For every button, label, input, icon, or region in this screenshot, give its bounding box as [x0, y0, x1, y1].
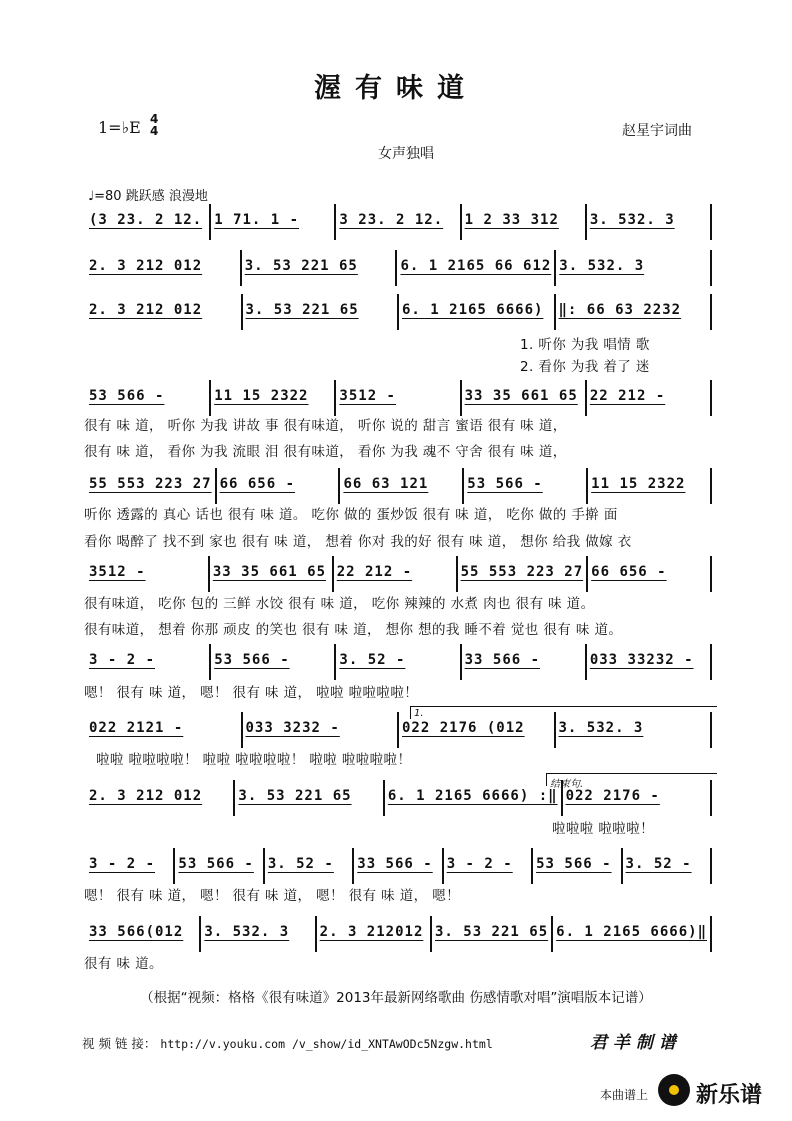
volta-first-ending: 1.: [410, 706, 717, 719]
measure: 2. 3 212 012: [89, 302, 203, 318]
lyric-line: 嗯！ 很有 味 道， 嗯！ 很有 味 道， 嗯！ 很有 味 道， 嗯！: [84, 888, 460, 904]
notes-line: [86, 856, 712, 878]
brand-logo-icon: [658, 1074, 690, 1106]
measure: (3 23. 2 12.: [89, 212, 203, 228]
notes-line: [86, 476, 712, 498]
score-row: [86, 258, 712, 292]
measure: 022 2176 (012: [402, 720, 525, 736]
measure: 53 566 -: [178, 856, 254, 872]
measure: 3. 52 -: [339, 652, 406, 668]
measure: 1 2 33 312: [464, 212, 559, 228]
brand-name: 新乐谱: [696, 1083, 763, 1108]
measure: 3. 53 221 65: [244, 258, 358, 274]
measure: 55 553 223 27: [460, 564, 584, 580]
measure: 33 35 661 65: [464, 388, 578, 404]
measure: 1 71. 1 -: [214, 212, 300, 228]
lyric-line: 听你 透露的 真心 话也 很有 味 道。 吃你 做的 蛋炒饭 很有 味 道， 吃你 做的 手擀 面: [84, 507, 618, 523]
barline: [710, 848, 712, 884]
lyric-line: 2. 看你 为我 着了 迷: [520, 359, 650, 375]
measure: 2. 3 212012: [319, 924, 424, 940]
lyric-line: 很有 味 道， 看你 为我 流眼 泪 很有味道， 看你 为我 魂不 守舍 很有 味 道，: [84, 444, 567, 460]
measure: 3. 52 -: [625, 856, 692, 872]
video-link: [82, 1034, 493, 1052]
lyric-line: 1. 听你 为我 唱情 歌: [520, 337, 650, 353]
notes-line: [86, 212, 712, 234]
measure: 033 33232 -: [589, 652, 694, 668]
measure: 22 212 -: [336, 564, 413, 580]
notes-line: [86, 564, 712, 586]
measure: 3 - 2 -: [89, 856, 156, 872]
measure: 33 566 -: [357, 856, 433, 872]
score-row: [86, 302, 712, 336]
notes-line: [86, 720, 712, 742]
measure: 3. 532. 3: [589, 212, 675, 228]
measure: 11 15 2322: [214, 388, 309, 404]
measure: 53 566 -: [214, 652, 290, 668]
measure: 3512 -: [339, 388, 396, 404]
notes-line: [86, 788, 712, 810]
lyric-line: 嗯！ 很有 味 道， 嗯！ 很有 味 道， 啦啦 啦啦啦啦！: [84, 685, 419, 701]
lyric-line: 看你 喝醉了 找不到 家也 很有 味 道， 想着 你对 我的好 很有 味 道， 想你 给我 做嫁 衣: [84, 534, 632, 550]
composer-credit: 赵星宇词曲: [622, 123, 692, 139]
measure: 022 2176 -: [565, 788, 660, 804]
lyric-line: 很有味道， 想着 你那 顽皮 的笑也 很有 味 道， 想你 想的我 睡不着 觉也 很有 味 道。: [84, 622, 623, 638]
barline: [710, 916, 712, 952]
barline: [710, 294, 712, 330]
tempo-marking: ♩=80 跳跃感 浪漫地: [88, 189, 208, 204]
notes-line: [86, 652, 712, 674]
source-note: （根据“视频：格格《很有味道》2013年最新网络歌曲 伤感情歌对唱”演唱版本记谱）: [140, 990, 652, 1006]
volta-ending-phrase: 结束句.: [546, 773, 717, 786]
barline: [710, 468, 712, 504]
measure: 66 656 -: [219, 476, 296, 492]
video-label: 视 频 链 接：: [82, 1036, 157, 1051]
notes-line: [86, 258, 712, 280]
measure: 66 63 121: [343, 476, 429, 492]
brand-prefix: 本曲谱上: [600, 1088, 649, 1102]
measure: 3. 53 221 65: [238, 788, 352, 804]
measure: 2. 3 212 012: [89, 788, 203, 804]
lyric-line: 很有味道， 吃你 包的 三鲜 水饺 很有 味 道， 吃你 辣辣的 水煮 肉也 很有 味 道。: [84, 596, 595, 612]
measure: 022 2121 -: [89, 720, 184, 736]
lyric-line: 很有 味 道， 听你 为我 讲故 事 很有味道， 听你 说的 甜言 蜜语 很有 味 道，: [84, 418, 567, 434]
measure: 3 - 2 -: [446, 856, 513, 872]
lyric-line: 啦啦 啦啦啦啦！ 啦啦 啦啦啦啦！ 啦啦 啦啦啦啦！: [96, 752, 412, 768]
notes-line: [86, 302, 712, 324]
meter-bottom: 4: [150, 124, 159, 138]
barline: [710, 204, 712, 240]
lyric-line: 啦啦啦 啦啦啦！: [552, 821, 654, 837]
measure: 033 3232 -: [245, 720, 340, 736]
measure: 53 566 -: [89, 388, 165, 404]
measure: 3 23. 2 12.: [339, 212, 444, 228]
measure: 22 212 -: [589, 388, 666, 404]
performance-type: 女声独唱: [378, 146, 434, 162]
measure: 33 35 661 65: [212, 564, 327, 580]
video-url[interactable]: http://v.youku.com /v_show/id_XNTAwODc5Nzgw.html: [160, 1037, 493, 1051]
time-signature: [150, 113, 158, 137]
measure: 3 - 2 -: [89, 652, 156, 668]
measure: 6. 1 2165 6666)‖: [556, 924, 707, 940]
measure: 53 566 -: [467, 476, 543, 492]
measure: 3. 532. 3: [559, 258, 645, 274]
measure: 66 656 -: [591, 564, 667, 580]
score-row: [86, 212, 712, 246]
measure: 11 15 2322: [591, 476, 686, 492]
lyric-line: 很有 味 道。: [84, 956, 163, 972]
measure: 3. 52 -: [267, 856, 334, 872]
notes-line: [86, 388, 712, 410]
measure: 3. 532. 3: [558, 720, 644, 736]
measure: ‖: 66 63 2232: [558, 302, 682, 318]
measure: 53 566 -: [536, 856, 612, 872]
measure: 33 566(012: [89, 924, 184, 940]
barline: [710, 380, 712, 416]
measure: 33 566 -: [464, 652, 541, 668]
notes-line: [86, 924, 712, 946]
measure: 6. 1 2165 6666): [402, 302, 544, 318]
measure: 3512 -: [89, 564, 146, 580]
barline: [710, 556, 712, 592]
meter-top: 4: [150, 112, 159, 126]
key-signature: 1=♭E: [98, 118, 141, 137]
measure: 3. 53 221 65: [245, 302, 359, 318]
measure: 6. 1 2165 66 612: [400, 258, 552, 274]
arranger-signature: 君 羊 制 谱: [590, 1033, 676, 1053]
measure: 3. 53 221 65: [434, 924, 549, 940]
barline: [710, 644, 712, 680]
measure: 6. 1 2165 6666) :‖: [387, 788, 558, 804]
measure: 3. 532. 3: [204, 924, 290, 940]
song-title: 渥有味道: [314, 73, 478, 104]
measure: 2. 3 212 012: [89, 258, 203, 274]
measure: 55 553 223 27: [89, 476, 212, 492]
barline: [710, 250, 712, 286]
